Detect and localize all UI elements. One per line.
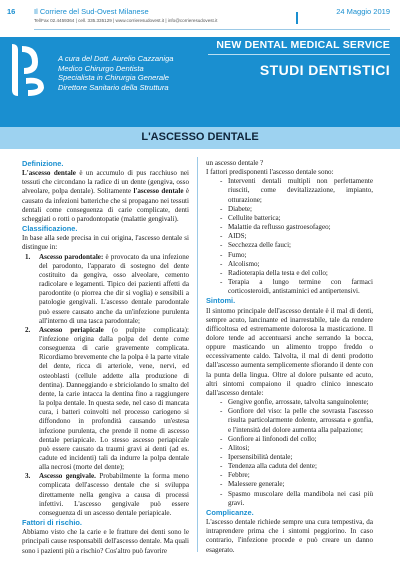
article-column-left: [22, 159, 189, 556]
complications-paragraph: L'ascesso dentale richiede sempre una cura tempestiva, da intraprendere prima che i sintomi peggiorino. In caso contrario, l'infezione procede e può creare un danno esagerato.: [206, 518, 373, 554]
page-number: 16: [7, 7, 16, 16]
article-title: L'ASCESSO DENTALE: [141, 131, 259, 143]
header-divider-mark: [296, 12, 298, 24]
list-item: - Alitosi;: [206, 444, 373, 453]
credit-line: Medico Chirurgo Dentista: [58, 63, 144, 73]
list-item: - Gonfiore ai linfonodi del collo;: [206, 435, 373, 444]
heading-complications: Complicanze.: [206, 507, 254, 517]
list-item: 2. Ascesso periapicale (o pulpite complicata): l'infezione origina dalla polpa del dente come conseguenza di carie gravemente complicata. Ricordiamo brevemente che la polpa è la parte vitale del dente, ricca di arteriole, vene, nervi, ed osteoblasti (cellule addette alla produzione di dentina). Danneggiando e sbriciolando lo smalto del dente, la carie intacca la dentina fino a raggiungere la polpa dentale. In questa sede, nel caso di mancata cura, i batteri coinvolti nel processo cariogeno si diffondono in profondità causando un'estesa infezione purulenta, che prende il nome di ascesso dentale periapicale. Lo stesso ascesso periapicale può essere causato da traumi gravi ai denti (ad es. cadute ed incidenti) tali da indurre la polpa dentale alla necrosi (morte del dente);: [25, 325, 189, 472]
definition-paragraph: L'ascesso dentale è un accumulo di pus racchiuso nei tessuti che circondano la radice di un dente (gengiva, osso alveolare, polpa dentale). Solitamente l'ascesso dentale è causato da infezioni batteriche che si propagano nei tessuti dentali come conseguenza di carie complicate, denti scheggiati o rotti o parodontopatie (malattie gengivali).: [22, 169, 190, 223]
list-item: - Diabete;: [206, 205, 373, 214]
header-rule: [34, 29, 390, 30]
list-item: - Spasmo muscolare della mandibola nei casi più gravi.: [206, 490, 373, 508]
list-item: - Tendenza alla caduta del dente;: [206, 462, 373, 471]
list-item: - Malessere generale;: [206, 480, 373, 489]
predisposing-intro: I fattori predisponenti l'ascesso dentale sono:: [206, 168, 334, 177]
column-divider: [197, 157, 198, 552]
brand-rule: [208, 54, 390, 55]
credit-line: Specialista in Chirurgia Generale: [58, 73, 170, 83]
heading-risk-factors: Fattori di rischio.: [22, 518, 82, 528]
list-item: - Ipersensibilità dentale;: [206, 453, 373, 462]
list-item: - Gengive gonfie, arrossate, talvolta sanguinolente;: [206, 398, 373, 407]
list-item: - Malattie da reflusso gastroesofageo;: [206, 223, 373, 232]
author-credit: [58, 54, 174, 92]
heading-definition: Definizione.: [22, 159, 64, 168]
list-item: - Terapia a lungo termine con farmaci corticosteroidi, antistaminici ed antipertensivi.: [206, 278, 373, 296]
continued-text: un ascesso dentale ?: [206, 159, 264, 167]
list-item: 3. Ascesso gengivale. Probabilmente la forma meno complicata dell'ascesso dentale che si sviluppa direttamente nella gengiva a causa di processi infettivi. L'ascesso gengivale può essere conseguenza di un ascesso dentale periapicale.: [25, 472, 189, 517]
article-column-right: [206, 159, 373, 555]
heading-classification: Classificazione.: [22, 224, 78, 234]
classification-intro: In base alla sede precisa in cui origina, l'ascesso dentale si distingue in:: [22, 234, 189, 252]
section-title: STUDI DENTISTICI: [259, 62, 390, 78]
list-item: - AIDS;: [206, 232, 373, 241]
credit-line: A cura del Dott. Aurelio Cazzaniga: [58, 54, 174, 63]
publication-name: Il Corriere del Sud-Ovest Milanese: [34, 7, 149, 16]
list-item: - Febbre;: [206, 471, 373, 480]
symptoms-paragraph: Il sintomo principale dell'ascesso dentale è il mal di denti, sempre acuto, lancinante ed inarrestabile, tale da rendere difficoltosa ed estremamente dolorosa la masticazione. Il dolore tende ad accentuarsi anche serrando la bocca, oppure masticando un alimento troppo freddo o eccessivamente caldo. Talvolta, il mal di denti prodotto dall'ascesso aumenta semplicemente sfiorando il dente con la punta della lingua. Oltre al dolore pulsante ed acuto, altri sintomi compaiono il quadro clinico innescato dall'ascesso dentale:: [206, 306, 373, 397]
list-item: - Interventi dentali multipli non perfettamente riusciti, come devitalizzazione, impianto, otturazione;: [206, 177, 373, 204]
list-item: - Cellulite batterica;: [206, 214, 373, 223]
risk-paragraph: Abbiamo visto che la carie e le fratture dei denti sono le principali cause responsabili dell'ascesso dentale. Ma quali sono i pazienti più a rischio? Cos'altro può favorire: [22, 528, 189, 555]
clinic-logo-icon: [8, 40, 48, 98]
symptoms-list: [206, 398, 373, 508]
credit-line: Direttore Sanitario della Struttura: [58, 82, 169, 92]
publication-contacts: Tel/Fax 02.4459364 | cell. 335.335129 | www.corrieresudovest.it | info@corrieresudovest.it: [34, 18, 218, 23]
list-item: - Fumo;: [206, 251, 373, 260]
list-item: - Gonfiore del viso: la pelle che sovrasta l'ascesso risulta particolarmente dolente, arrossata e gonfia, e l'intensità del dolore aumenta alla palpazione;: [206, 407, 373, 434]
list-item: - Alcolismo;: [206, 260, 373, 269]
issue-date: 24 Maggio 2019: [336, 7, 390, 16]
brand-name: NEW DENTAL MEDICAL SERVICE: [216, 39, 390, 51]
list-item: 1. Ascesso parodontale: è provocato da una infezione del parodonto, l'apparato di sostegno del dente costituito da gengiva, osso alveolare, cemento radicolare e legamenti. Tipico dei pazienti affetti da parodontite (o piorrea che dir si voglia) e sensibili a patologie gengivali. L'ascesso dentale parodontale può essere causato anche da un'infezione purulenta all'interno di una tasca parodontale;: [25, 252, 189, 325]
list-item: - Radioterapia della testa e del collo;: [206, 269, 373, 278]
page-header: [0, 0, 400, 33]
heading-symptoms: Sintomi.: [206, 296, 236, 306]
list-item: - Secchezza delle fauci;: [206, 241, 373, 250]
predisposing-list: [206, 177, 373, 296]
